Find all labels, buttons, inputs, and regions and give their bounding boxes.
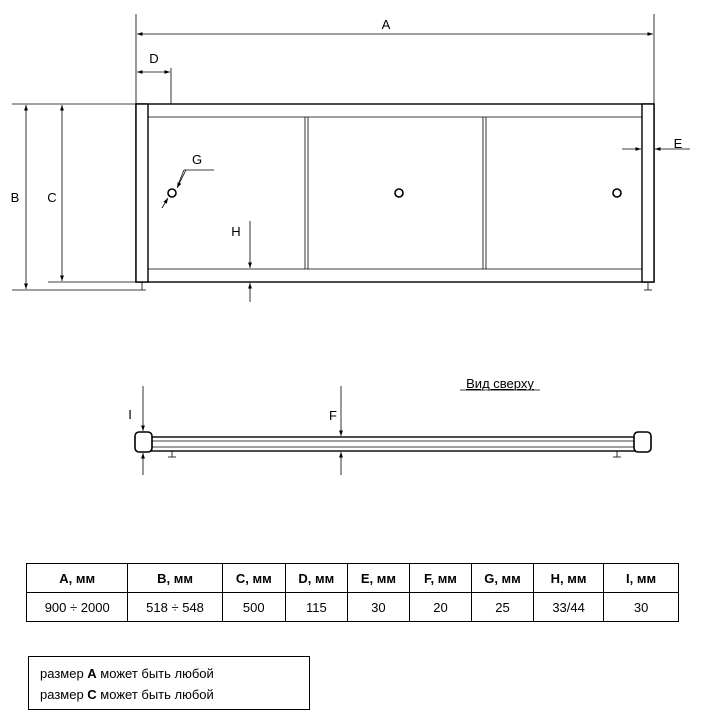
note-prefix: размер — [40, 666, 88, 681]
table-header-cell: E, мм — [347, 564, 409, 593]
table-header-cell: D, мм — [285, 564, 347, 593]
label-e: E — [673, 136, 683, 151]
handle-hole-center — [395, 189, 403, 197]
label-d: D — [149, 51, 159, 66]
note-letter: C — [87, 687, 97, 702]
table-cell: 115 — [285, 593, 347, 622]
top-view-left-cap — [135, 432, 152, 452]
label-f: F — [329, 408, 337, 423]
top-view-body — [146, 437, 640, 451]
note-line — [40, 663, 309, 684]
note-prefix: размер — [40, 687, 88, 702]
table-header-cell: A, мм — [27, 564, 128, 593]
label-g: G — [191, 152, 203, 167]
table-cell: 900 ÷ 2000 — [27, 593, 128, 622]
note-suffix: может быть любой — [96, 666, 214, 681]
top-view-label: Вид сверху — [466, 376, 534, 391]
table-cell: 500 — [222, 593, 285, 622]
table-cell: 25 — [471, 593, 533, 622]
table-row — [27, 593, 679, 622]
label-i: I — [128, 407, 132, 422]
table-header-cell: B, мм — [128, 564, 222, 593]
table-header-cell: G, мм — [471, 564, 533, 593]
handle-hole-left — [168, 189, 176, 197]
left-post — [136, 104, 148, 282]
right-post — [642, 104, 654, 282]
table-header-cell: H, мм — [534, 564, 604, 593]
table-header-cell: C, мм — [222, 564, 285, 593]
label-c: C — [47, 190, 57, 205]
table-cell: 518 ÷ 548 — [128, 593, 222, 622]
label-a: A — [381, 17, 391, 32]
table-header-cell: I, мм — [604, 564, 679, 593]
table-cell: 33/44 — [534, 593, 604, 622]
label-b: B — [10, 190, 20, 205]
top-view-right-cap — [634, 432, 651, 452]
table-header-row — [27, 564, 679, 593]
table-header-cell: F, мм — [409, 564, 471, 593]
table-cell: 20 — [409, 593, 471, 622]
note-suffix: может быть любой — [96, 687, 214, 702]
table-cell: 30 — [347, 593, 409, 622]
top-view — [128, 376, 651, 475]
table-cell: 30 — [604, 593, 679, 622]
label-h: H — [231, 224, 241, 239]
note-line — [40, 684, 309, 705]
note-letter: A — [87, 666, 97, 681]
dimensions-table — [26, 563, 679, 622]
front-view — [11, 14, 690, 302]
handle-hole-right — [613, 189, 621, 197]
notes-box — [28, 656, 310, 710]
